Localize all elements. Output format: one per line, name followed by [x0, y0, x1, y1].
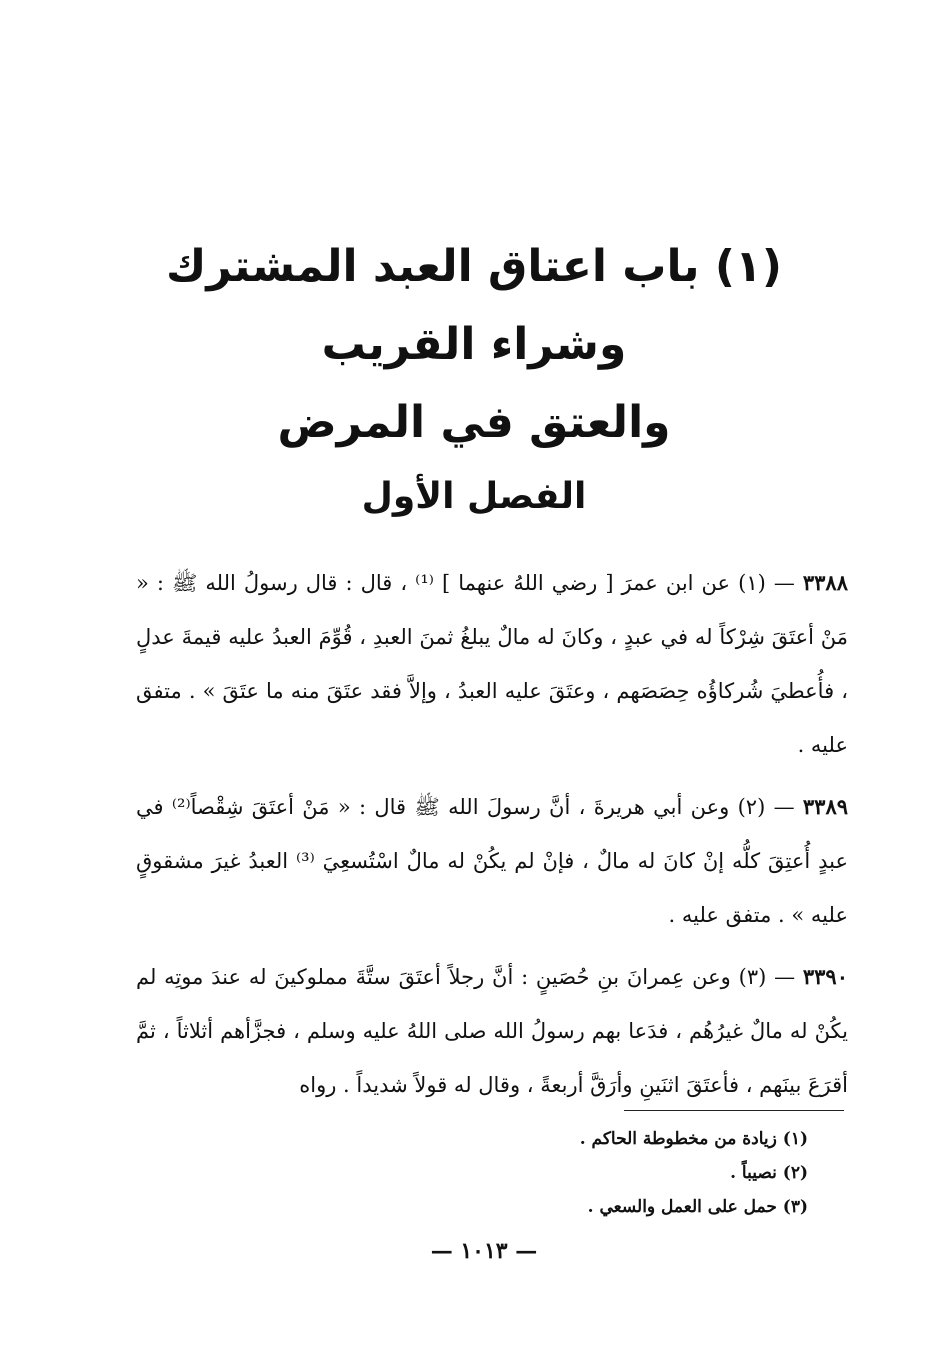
- hadith-number: ٣٣٨٩: [802, 794, 849, 819]
- footnote: (١) زيادة من مخطوطة الحاكم .: [579, 1129, 808, 1149]
- footnote: (٣) حمل على العمل والسعي .: [587, 1197, 808, 1217]
- hadith-text: — (٢) وعن أبي هريرةَ ، أنَّ رسولَ الله ﷺ قال : « مَنْ أعتَقَ شِقْصاً⁽²⁾ في عبدٍ أُعتِقَ كلُّه إنْ كانَ له مالٌ ، فإنْ لم يكُنْ له مالٌ اسْتُسعِيَ ⁽³⁾ العبدُ غيرَ مشقوقٍ عليه » . متفق عليه .: [136, 795, 849, 927]
- chapter-title-line-1: (١) باب اعتاق العبد المشترك وشراء القريب: [166, 241, 782, 370]
- chapter-title: [110, 228, 838, 462]
- hadith-paragraph: [136, 950, 848, 1112]
- hadith-paragraph: [136, 556, 848, 772]
- chapter-title-line-2: والعتق في المرض: [277, 397, 671, 448]
- hadith-text: — (١) عن ابن عمرَ [ رضي اللهُ عنهما ] ⁽¹⁾ ، قال : قال رسولُ الله ﷺ : « مَنْ أعتَقَ شِرْكاً له في عبدٍ ، وكانَ له مالٌ يبلغُ ثمنَ العبدِ ، قُوِّمَ العبدُ عليه قيمةَ عدلٍ ، فأُعطيَ شُركاؤُه حِصَصَهم ، وعتَقَ عليه العبدُ ، وإلاَّ فقد عتَقَ منه ما عتَقَ » . متفق عليه .: [136, 571, 848, 757]
- page-number: — ١٠١٣ —: [430, 1238, 538, 1264]
- footnotes: [500, 1122, 808, 1224]
- hadith-number: ٣٣٨٨: [802, 570, 848, 595]
- hadith-list: [136, 556, 848, 1120]
- hadith-paragraph: [136, 780, 848, 942]
- footnote-divider: [624, 1110, 844, 1111]
- footnote: (٢) نصيباً .: [730, 1163, 808, 1183]
- hadith-number: ٣٣٩٠: [802, 964, 848, 989]
- section-title: الفصل الأول: [361, 476, 587, 517]
- hadith-text: — (٣) وعن عِمرانَ بنِ حُصَينٍ : أنَّ رجلاً أعتَقَ ستَّةَ مملوكينَ له عندَ موتِه لم يكُنْ له مالٌ غيرُهُم ، فدَعا بهم رسولُ الله صلى اللهُ عليه وسلم ، فجزَّأهم أثلاثاً ، ثمَّ أقرَعَ بينَهم ، فأعتَقَ اثنَينِ وأرَقَّ أربعةً ، وقال له قولاً شديداً . رواه: [136, 965, 848, 1097]
